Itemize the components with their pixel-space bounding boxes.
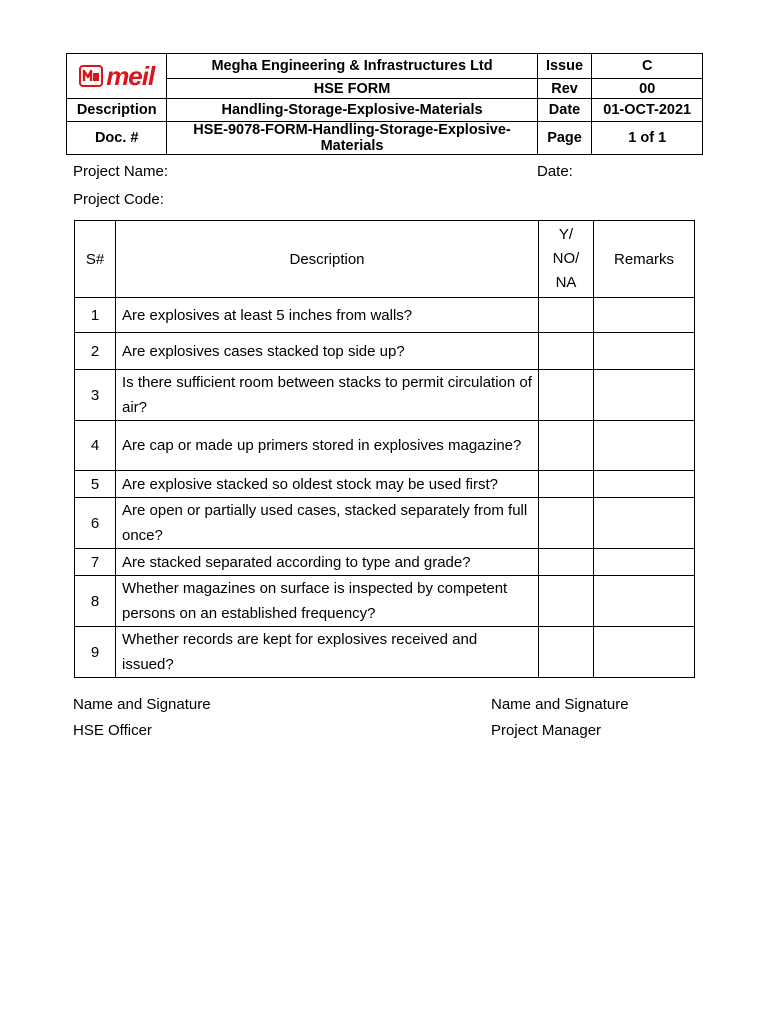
- page-label: Page: [537, 122, 592, 155]
- project-manager-label: Project Manager: [491, 722, 602, 739]
- yes-no-na-cell[interactable]: [539, 576, 594, 627]
- remarks-cell[interactable]: [594, 627, 695, 678]
- row-description: Are cap or made up primers stored in explosives magazine?: [116, 421, 539, 471]
- meil-logo-icon: [79, 65, 103, 87]
- project-date-label: Date:: [537, 163, 573, 180]
- doc-label: Doc. #: [67, 122, 167, 155]
- checklist-header-row: [75, 221, 695, 298]
- remarks-cell[interactable]: [594, 333, 695, 370]
- description-value: Handling-Storage-Explosive-Materials: [167, 99, 537, 122]
- checklist-table: [74, 220, 695, 678]
- row-number: 8: [75, 576, 116, 627]
- form-type: HSE FORM: [167, 79, 537, 99]
- row-number: 2: [75, 333, 116, 370]
- date-value: 01-OCT-2021: [592, 99, 703, 122]
- row-description: Are explosives at least 5 inches from walls?: [116, 298, 539, 333]
- row-number: 5: [75, 471, 116, 498]
- row-description: Are explosive stacked so oldest stock may be used first?: [116, 471, 539, 498]
- remarks-cell[interactable]: [594, 421, 695, 471]
- remarks-cell[interactable]: [594, 549, 695, 576]
- rev-value: 00: [592, 79, 703, 99]
- row-description: Is there sufficient room between stacks to permit circulation of air?: [116, 370, 539, 421]
- hse-signature-label: Name and Signature: [73, 696, 211, 713]
- date-label: Date: [537, 99, 592, 122]
- table-row: [75, 421, 695, 471]
- row-description: Whether records are kept for explosives received and issued?: [116, 627, 539, 678]
- rev-label: Rev: [537, 79, 592, 99]
- yes-no-na-cell[interactable]: [539, 498, 594, 549]
- remarks-cell[interactable]: [594, 370, 695, 421]
- row-number: 6: [75, 498, 116, 549]
- table-row: [75, 498, 695, 549]
- logo: [67, 54, 167, 99]
- description-label: Description: [67, 99, 167, 122]
- col-no-text: NO/: [552, 250, 580, 267]
- yes-no-na-cell[interactable]: [539, 549, 594, 576]
- col-remarks: Remarks: [594, 221, 695, 298]
- col-y-text: Y/: [558, 226, 574, 243]
- row-number: 1: [75, 298, 116, 333]
- table-row: [75, 370, 695, 421]
- col-description: Description: [116, 221, 539, 298]
- project-name-label: Project Name:: [73, 163, 169, 180]
- pm-signature-label: Name and Signature: [491, 696, 629, 713]
- row-number: 7: [75, 549, 116, 576]
- remarks-cell[interactable]: [594, 471, 695, 498]
- remarks-cell[interactable]: [594, 576, 695, 627]
- row-description: Are stacked separated according to type and grade?: [116, 549, 539, 576]
- row-description: Are open or partially used cases, stacked separately from full once?: [116, 498, 539, 549]
- yes-no-na-cell[interactable]: [539, 333, 594, 370]
- col-sn: S#: [75, 221, 116, 298]
- logo-text: meil: [106, 61, 155, 91]
- yes-no-na-cell[interactable]: [539, 471, 594, 498]
- row-number: 4: [75, 421, 116, 471]
- yes-no-na-cell[interactable]: [539, 370, 594, 421]
- row-description: Whether magazines on surface is inspected by competent persons on an established frequency?: [116, 576, 539, 627]
- row-number: 9: [75, 627, 116, 678]
- row-description: Are explosives cases stacked top side up?: [116, 333, 539, 370]
- project-code-label: Project Code:: [73, 191, 164, 208]
- hse-officer-label: HSE Officer: [73, 722, 152, 739]
- table-row: [75, 333, 695, 370]
- table-row: [75, 298, 695, 333]
- col-yes-no-na: [539, 221, 594, 298]
- issue-label: Issue: [537, 54, 592, 79]
- yes-no-na-cell[interactable]: [539, 627, 594, 678]
- issue-value: C: [592, 54, 703, 79]
- doc-value: HSE-9078-FORM-Handling-Storage-Explosive-Materials: [167, 122, 537, 155]
- table-row: [75, 471, 695, 498]
- yes-no-na-cell[interactable]: [539, 298, 594, 333]
- col-na-text: NA: [555, 274, 577, 291]
- table-row: [75, 627, 695, 678]
- row-number: 3: [75, 370, 116, 421]
- remarks-cell[interactable]: [594, 498, 695, 549]
- company-name: Megha Engineering & Infrastructures Ltd: [167, 54, 537, 79]
- page-value: 1 of 1: [592, 122, 703, 155]
- table-row: [75, 576, 695, 627]
- yes-no-na-cell[interactable]: [539, 421, 594, 471]
- table-row: [75, 549, 695, 576]
- document-header: [66, 53, 703, 155]
- remarks-cell[interactable]: [594, 298, 695, 333]
